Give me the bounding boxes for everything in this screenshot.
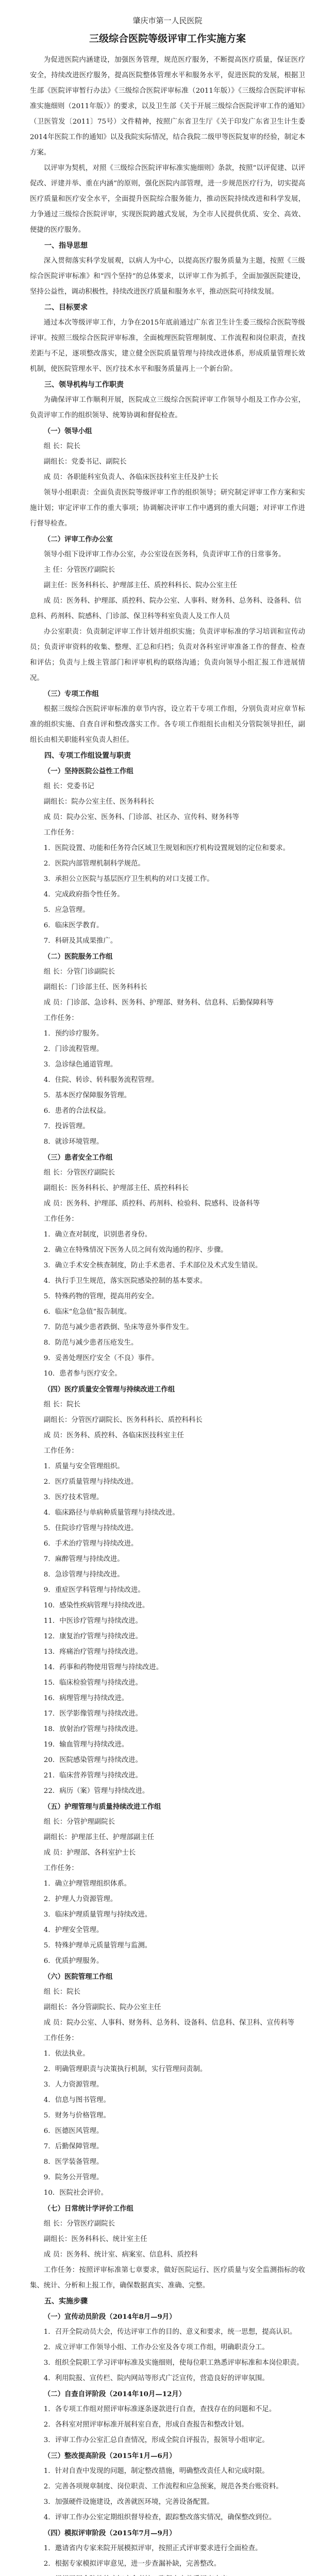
- list-line: 副主任：医务科科长、护理部主任、质控科科长、院办公室主任: [43, 582, 237, 589]
- paragraph: 领导小组下设评审工作办公室，办公室设在医务科，负责评审工作的日常事务。: [43, 551, 286, 558]
- list-line: 18．放射治疗管理与持续改进。: [43, 1725, 142, 1733]
- list-line: 4．评审工作办公室定期组织督导检查，跟踪整改落实情况，确保整改到位。: [43, 2514, 276, 2521]
- list-line: 1．依法执业。: [43, 2050, 90, 2058]
- list-line: 成 员：院办公室、人事科、财务科、总务科、设备科、信息科、保卫科、宣传科等: [43, 2019, 295, 2027]
- list-line: 3．人力资源管理。: [43, 2081, 104, 2089]
- list-line: 副组长：门诊部主任、医务科科长: [43, 984, 147, 991]
- list-line: 工作任务：: [43, 1215, 78, 1223]
- list-line: 5．特殊护理单元质量管理与监测。: [43, 1942, 152, 1950]
- list-line: 4．利用院报、宣传栏、院内网站等形式广泛宣传，营造良好的评审氛围。: [43, 2375, 269, 2382]
- list-line: 工作任务：: [43, 1447, 78, 1455]
- list-line: 组 长：院长: [43, 1401, 81, 1409]
- paragraph: 办公室职责：负责制定评审工作计划并组织实施；负责评审标准的学习培训和宣传动员；负责评审资料的收集、整理、汇总和归档；负责对各科室评审准备工作的督查、检查和评估；负责与上级主管部门和评审机构的联络沟通；负责向领导小组汇报工作进展情况。: [30, 628, 305, 682]
- paragraph: 根据三级综合医院评审标准的章节内容，设立若干专项工作组，分别负责对应章节标准的组织实施、自查自评和整改落实工作。各专项工作组组长由相关分管院领导担任，副组长由相关职能科室负责人担任。: [30, 705, 305, 744]
- list-line: 工作任务：: [43, 1014, 78, 1022]
- subsection-heading: （四）医疗质量安全管理与持续改进工作组: [43, 1385, 175, 1394]
- list-line: 成 员：院办公室、医务科、门诊部、社区办、宣传科、财务科等: [43, 814, 239, 821]
- list-line: 3．承担公立医院与基层医疗卫生机构的对口支援工作。: [43, 875, 214, 883]
- subsection-heading: （三）专项工作组: [43, 690, 99, 698]
- list-line: 10．感染性疾病管理与持续改进。: [43, 1602, 149, 1609]
- subsection-heading: （六）医院管理工作组: [43, 1973, 113, 1981]
- list-line: 2．护理人力资源管理。: [43, 1895, 118, 1903]
- list-line: 副组长：医务科科长、统计室主任: [43, 2235, 147, 2243]
- paragraph: 深入贯彻落实科学发展观，以病人为中心，以提高医疗服务质量为主题，按照《三级综合医院评审标准》和“四个坚持”的总体要求，以评审工作为抓手，全面加强医院建设，坚持公益性，调动积极性，持续改进医疗质量和服务水平，推动医院可持续发展。: [30, 257, 305, 296]
- list-line: 成 员：医务科、统计室、病案室、信息科、质控科: [43, 2251, 198, 2259]
- list-line: 1．预约诊疗服务。: [43, 1030, 104, 1038]
- list-line: 成 员：各职能科室负责人、各临床医技科室主任及护士长: [43, 473, 219, 481]
- document-body: [30, 53, 305, 2576]
- list-line: 1．各专项工作组对照评审标准逐条逐款进行自查，查找存在的问题和不足。: [43, 2405, 276, 2413]
- list-line: 9．重症医学科管理与持续改进。: [43, 1586, 145, 1594]
- subsection-heading: （二）医院服务工作组: [43, 953, 113, 961]
- list-line: 成 员：门诊部、急诊科、医务科、护理部、财务科、信息科、后勤保障科等: [43, 999, 274, 1007]
- paragraph: 领导小组职责：全面负责医院等级评审工作的组织领导；研究制定评审工作方案和实施计划；审定评审工作的重大事项；协调解决评审工作中遇到的重大问题；对评审工作进行督导检查。: [30, 489, 305, 528]
- subsection-heading: （一）坚持医院公益性工作组: [43, 767, 133, 775]
- list-line: 10．医院社会评价。: [43, 2189, 108, 2197]
- list-line: 8．急诊管理与持续改进。: [43, 1571, 124, 1579]
- list-line: 4．护理安全管理。: [43, 1926, 104, 1934]
- list-line: 7．后勤保障管理。: [43, 2143, 104, 2150]
- list-line: 11．中医诊疗管理与持续改进。: [43, 1617, 142, 1625]
- list-line: 副组长：医务科科长、护理部主任、质控科科长: [43, 1184, 189, 1192]
- list-line: 8．就诊环境管理。: [43, 1138, 104, 1146]
- list-line: 成 员：医务科、护理部、质控科、院办公室、人事科、财务科、总务科、设备科、信息科、药剂科、院感科、门诊部、保卫科等科室负责人及工作人员: [30, 597, 301, 620]
- organization-name: 肇庆市第一人民医院: [132, 16, 203, 25]
- subsection-heading: （一）领导小组: [43, 427, 92, 435]
- list-line: 6．患者的合法权益。: [43, 1107, 110, 1115]
- list-line: 6．手术治疗管理与持续改进。: [43, 1540, 138, 1548]
- list-line: 副组长：护理部主任、护理部副主任: [43, 1834, 155, 1841]
- list-line: 3．加强硬件设施建设，改善就医环境，完善设备配置。: [43, 2498, 214, 2506]
- list-line: 4．执行手卫生规范，落实医院感染控制的基本要求。: [43, 1277, 207, 1285]
- subsection-heading: （三）整改提高阶段（2015年1月—6月）: [43, 2452, 176, 2460]
- list-line: 2．确立在特殊情况下医务人员之间有效沟通的程序、步骤。: [43, 1246, 228, 1254]
- list-line: 5．财务与价格管理。: [43, 2112, 110, 2120]
- section-heading: 二、目标要求: [44, 303, 88, 312]
- list-line: 6．临床医学教育。: [43, 922, 104, 929]
- list-line: 3．评审工作办公室汇总自查情况，形成全院自评报告，报领导小组审定。: [43, 2436, 269, 2444]
- list-line: 组 长：分管护理副院长: [43, 1818, 115, 1826]
- list-line: 1．召开全院动员大会，传达评审工作的目的、意义和要求，统一思想，提高认识。: [43, 2328, 297, 2336]
- list-line: 15．临床检验管理与持续改进。: [43, 1679, 142, 1687]
- subsection-heading: （七）日常统计学评价工作组: [43, 2205, 133, 2213]
- paragraph: 为确保评审工作顺利开展，医院成立三级综合医院评审工作领导小组及工作办公室，负责评审工作的组织领导、统筹协调和督促检查。: [30, 396, 305, 419]
- list-line: 1．确立护理管理组织体系。: [43, 1880, 131, 1888]
- list-line: 7．麻醉管理与持续改进。: [43, 1555, 124, 1563]
- subsection-heading: （四）模拟评审阶段（2015年7月—9月）: [43, 2529, 176, 2537]
- list-line: 14．药事和药物使用管理与持续改进。: [43, 1664, 163, 1671]
- list-line: 7．科研及其成果推广。: [43, 937, 118, 945]
- paragraph: 为促进医院内涵建设，加强医务管理，规范医疗服务，不断提高医疗质量，保证医疗安全，持续改进医疗服务，提高医院整体管理水平和服务水平，促进医院的发展，根据卫生部《医院评审暂行办法》《三级综合医院评审标准（2011年版）》《三级综合医院评审标准实施细则（2011年版）》的要求，以及卫生部《关于开展三级综合医院评审工作的通知》（卫医管发〔2011〕75号）文件精神，按照广东省卫生厅《关于印发广东省卫生计生委2014年医院工作的通知》以及我院实际情况，结合我院二级甲等医院复审的经验，制定本方案。: [30, 56, 305, 157]
- list-line: 组 长：分管医疗副院长: [43, 1169, 115, 1177]
- list-line: 4．完成政府指令性任务。: [43, 891, 124, 899]
- list-line: 7．投诉管理。: [43, 1123, 90, 1130]
- list-line: [30, 2572, 305, 2576]
- list-line: 组 长：分管门诊副院长: [43, 968, 115, 976]
- list-line: 1．邀请省内专家来院开展模拟评审，按照正式评审要求进行全面检查。: [43, 2545, 262, 2552]
- list-line: 17．医学影像管理与持续改进。: [43, 1710, 142, 1718]
- list-line: 2．完善各项规章制度、岗位职责、工作流程和应急预案，规范各类台账资料。: [43, 2483, 283, 2490]
- section-heading: 三、领导机构与工作职责: [44, 381, 124, 389]
- list-line: 副组长：院办公室主任、医务科科长: [43, 798, 155, 806]
- paragraph: 以评审为契机，对照《三级综合医院评审标准实施细则》条款，按照“以评促建、以评促改、评建并举、重在内涵”的原则，强化医院内部管理，进一步规范医疗行为，切实提高医疗质量和医疗安全水平，全面提升医院综合服务能力，推动医院持续改进和科学发展，力争通过三级综合医院评审，实现医院跨越式发展，为全市人民提供优质、安全、高效、便捷的医疗服务。: [30, 164, 305, 234]
- list-line: 1．针对自查中发现的问题，制定整改措施，明确整改责任人和完成时限。: [43, 2467, 269, 2475]
- list-line: 主 任：分管医疗副院长: [43, 566, 115, 574]
- list-line: 4．临床路径与单病种质量管理与持续改进。: [43, 1509, 179, 1517]
- list-line: 6．临床“危急值”报告制度。: [43, 1308, 131, 1316]
- subsection-heading: （二）自查自评阶段（2014年10月—12月）: [43, 2390, 186, 2398]
- list-line: 5．基本医疗保障服务管理。: [43, 1092, 131, 1099]
- list-line: 3．临床护理质量管理与持续改进。: [43, 1911, 152, 1919]
- list-line: 2．各科室对照评审标准开展科室自查，形成自查报告和整改计划。: [43, 2421, 248, 2429]
- list-line: 19．输血管理与持续改进。: [43, 1741, 129, 1749]
- list-line: 20．医院感染管理与持续改进。: [43, 1756, 142, 1764]
- list-line: 2．明确管理职责与决策执行机制，实行管理问责制。: [43, 2065, 207, 2073]
- list-line: 成 员：护理部、各科室护士长: [43, 1849, 136, 1857]
- list-line: 9．妥善处理医疗安全（不良）事件。: [43, 1354, 159, 1362]
- list-line: 成 员：医务科、护理部、质控科、药剂科、检验科、院感科、设备科等: [43, 1200, 260, 1208]
- list-line: 9．院务公开管理。: [43, 2174, 104, 2181]
- list-line: 组 长：院长: [43, 443, 81, 450]
- list-line: 副组长：分管医疗副院长、医务科科长、质控科科长: [43, 1416, 203, 1424]
- section-heading: 五、实施步骤: [44, 2297, 88, 2306]
- list-line: 4．信息与图书管理。: [43, 2096, 110, 2104]
- list-line: 1．医院设置、功能和任务符合区域卫生规划和医疗机构设置规划的定位和要求。: [43, 844, 290, 852]
- list-line: 6．医德医风管理。: [43, 2127, 104, 2135]
- list-line: 副组长：党委书记、副院长: [43, 458, 127, 466]
- list-line: 1．质量与安全管理组织。: [43, 1463, 124, 1470]
- subsection-heading: （三）患者安全工作组: [43, 1154, 113, 1162]
- list-line: 2．门诊流程管理。: [43, 1045, 104, 1053]
- list-line: 21．临床营养管理与持续改进。: [43, 1772, 142, 1780]
- list-line: 22．病历（案）管理与持续改进。: [43, 1787, 149, 1795]
- list-line: 6．优质护理服务。: [43, 1957, 104, 1965]
- list-line: 3．急诊绿色通道管理。: [43, 1061, 118, 1069]
- list-line: 2．医疗质量管理与持续改进。: [43, 1478, 138, 1486]
- section-heading: 四、专项工作组设置与职责: [44, 752, 131, 760]
- list-line: 组 长：党委书记: [43, 783, 94, 790]
- list-line: 3．确立手术安全核查制度，防止手术患者、手术部位及术式发生错误。: [43, 1262, 262, 1269]
- list-line: 12．康复治疗管理与持续改进。: [43, 1633, 142, 1640]
- list-line: 工作任务：: [43, 2035, 78, 2042]
- list-line: 5．住院诊疗管理与持续改进。: [43, 1524, 138, 1532]
- section-heading: 一、指导思想: [44, 242, 88, 250]
- list-line: 2．医院内部管理机制科学规范。: [43, 860, 145, 868]
- list-line: 2．成立评审工作领导小组、工作办公室及各专项工作组，明确职责分工。: [43, 2344, 269, 2351]
- document-title: 三级综合医院等级评审工作实施方案: [89, 33, 246, 44]
- paragraph: 工作任务：按照评审标准第七章要求，做好医院运行、医疗质量与安全监测指标的收集、统计、分析和上报工作，确保数据真实、准确、完整。: [30, 2266, 305, 2290]
- list-line: 1．确立查对制度，识别患者身份。: [43, 1231, 152, 1239]
- paragraph: 通过本次等级评审工作，力争在2015年底前通过广东省卫生计生委三级综合医院等级评审。按照三级综合医院评审标准，全面梳理医院管理制度、工作流程和岗位职责，查找差距与不足，逐项整改落实，建立健全医院质量管理与持续改进体系，形成质量管理长效机制，使医院管理水平、医疗技术水平和服务质量再上一个新台阶。: [30, 319, 305, 373]
- list-line: 8．医学装备管理。: [43, 2158, 104, 2166]
- list-line: 10．患者参与医疗安全。: [43, 1370, 122, 1378]
- list-line: 工作任务：: [43, 829, 78, 837]
- list-line: 16．病理管理与持续改进。: [43, 1694, 129, 1702]
- list-line: 2．根据专家模拟评审意见，进一步查漏补缺，完善整改。: [43, 2560, 221, 2568]
- list-line: 组 长：分管医疗副院长: [43, 2220, 115, 2228]
- list-line: 4．住院、转诊、转科服务流程管理。: [43, 1076, 159, 1084]
- list-line: 成 员：医务科、质控科、各临床医技科室主任: [43, 1432, 184, 1439]
- list-line: 3．组织全院职工学习评审标准及实施细则，使每位职工熟悉评审标准和本岗位职责。: [43, 2359, 304, 2367]
- list-line: 7．防范与减少患者跌倒、坠床等意外事件发生。: [43, 1324, 193, 1331]
- list-line: 13．疼痛治疗管理与持续改进。: [43, 1648, 142, 1656]
- subsection-heading: （一）宣传动员阶段（2014年8月—9月）: [43, 2313, 176, 2321]
- subsection-heading: （二）评审工作办公室: [43, 535, 113, 544]
- list-line: 5．应急管理。: [43, 906, 90, 914]
- list-line: 3．医疗技术管理。: [43, 1494, 104, 1501]
- list-line: 工作任务：: [43, 1865, 78, 1872]
- list-line: 5．特殊药物的管理，提高用药安全。: [43, 1293, 159, 1300]
- list-line: 组 长：院长: [43, 1988, 81, 1996]
- subsection-heading: （五）护理管理与质量持续改进工作组: [43, 1803, 161, 1811]
- list-line: 8．防范与减少患者压疮发生。: [43, 1339, 138, 1347]
- list-line: 副组长：各分管副院长、院办公室主任: [43, 2004, 161, 2011]
